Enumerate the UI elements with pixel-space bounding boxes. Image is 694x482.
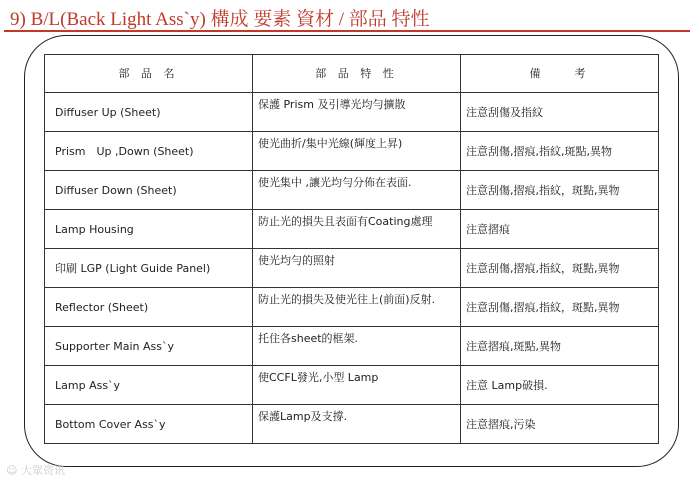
- part-property-cell: 防止光的損失且表面有Coating處理: [253, 210, 461, 249]
- part-property-cell: 保護Lamp及支撐.: [253, 405, 461, 444]
- part-property-cell: 使光曲折/集中光線(輝度上昇): [253, 132, 461, 171]
- watermark: ☺ 大眾资讯: [6, 464, 65, 477]
- part-property-cell: 防止光的損失及使光往上(前面)反射.: [253, 288, 461, 327]
- part-name-cell: Supporter Main Ass`y: [45, 327, 253, 366]
- table-row: [45, 210, 659, 249]
- remark-cell: 注意摺痕: [461, 210, 659, 249]
- header-remarks: 備 考: [461, 55, 659, 93]
- table-row: [45, 132, 659, 171]
- table-row: [45, 327, 659, 366]
- part-name-cell: Diffuser Up (Sheet): [45, 93, 253, 132]
- part-property-cell: 使光均勻的照射: [253, 249, 461, 288]
- table-row: [45, 249, 659, 288]
- table-row: [45, 405, 659, 444]
- remark-cell: 注意刮傷,摺痕,指紋，斑點,異物: [461, 171, 659, 210]
- part-name-cell: 印刷 LGP (Light Guide Panel): [45, 249, 253, 288]
- table-header-row: [45, 55, 659, 93]
- part-name-cell: Bottom Cover Ass`y: [45, 405, 253, 444]
- header-part-property: 部 品 特 性: [253, 55, 461, 93]
- remark-cell: 注意 Lamp破損.: [461, 366, 659, 405]
- part-name-cell: Lamp Ass`y: [45, 366, 253, 405]
- part-name-cell: Prism Up ,Down (Sheet): [45, 132, 253, 171]
- remark-cell: 注意刮傷,摺痕,指紋，斑點,異物: [461, 288, 659, 327]
- remark-cell: 注意刮傷,摺痕,指紋,斑點,異物: [461, 132, 659, 171]
- part-name-cell: Reflector (Sheet): [45, 288, 253, 327]
- remark-cell: 注意刮傷,摺痕,指紋，斑點,異物: [461, 249, 659, 288]
- title-underline: [4, 30, 690, 32]
- table-row: [45, 93, 659, 132]
- part-name-cell: Lamp Housing: [45, 210, 253, 249]
- header-part-name: 部 品 名: [45, 55, 253, 93]
- part-property-cell: 托住各sheet的框架.: [253, 327, 461, 366]
- table-row: [45, 366, 659, 405]
- part-property-cell: 使光集中 ,讓光均勻分佈在表面.: [253, 171, 461, 210]
- part-property-cell: 保護 Prism 及引導光均勻擴散: [253, 93, 461, 132]
- remark-cell: 注意摺痕,污染: [461, 405, 659, 444]
- part-property-cell: 使CCFL發光,小型 Lamp: [253, 366, 461, 405]
- part-name-cell: Diffuser Down (Sheet): [45, 171, 253, 210]
- component-table: [44, 54, 659, 444]
- remark-cell: 注意摺痕,斑點,異物: [461, 327, 659, 366]
- table-row: [45, 288, 659, 327]
- remark-cell: 注意刮傷及指紋: [461, 93, 659, 132]
- slide-title: 9) B/L(Back Light Ass`y) 構成 要素 資材 / 部品 特性: [10, 9, 430, 30]
- table-row: [45, 171, 659, 210]
